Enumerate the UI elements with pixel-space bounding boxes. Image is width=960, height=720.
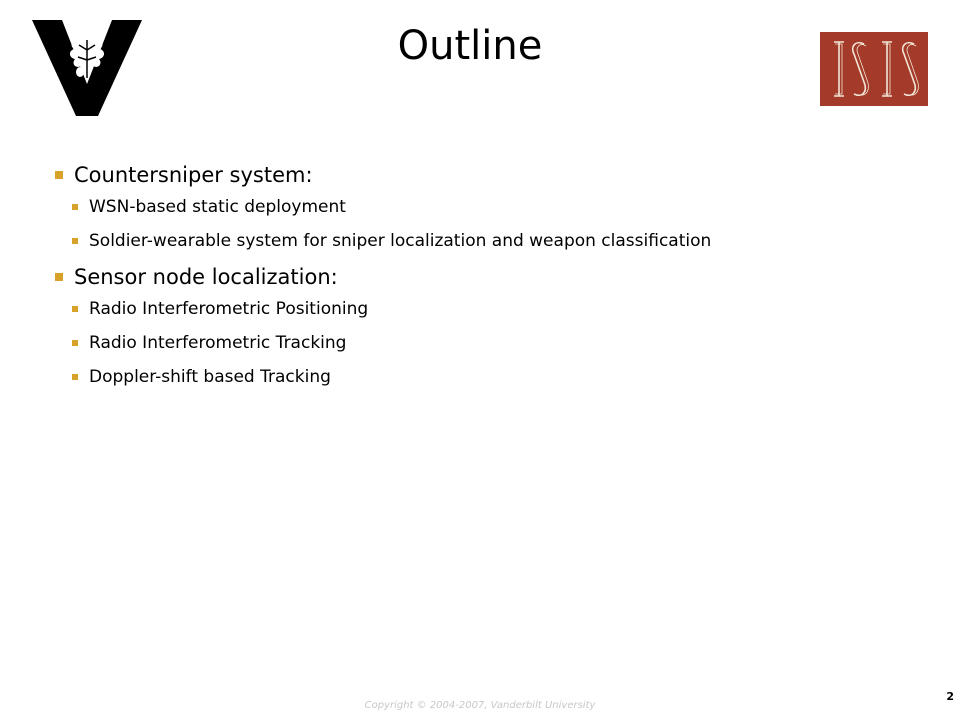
bullet-text: Countersniper system: <box>74 163 313 187</box>
sub-bullet-rip <box>54 298 934 321</box>
bullet-countersniper-system <box>54 160 934 190</box>
page-number: 2 <box>946 690 954 703</box>
sub-bullet-square-icon <box>72 238 78 244</box>
sub-bullet-square-icon <box>72 306 78 312</box>
sub-bullet-wsn-static <box>54 196 934 219</box>
sub-bullet-square-icon <box>72 340 78 346</box>
sub-bullet-square-icon <box>72 374 78 380</box>
sub-bullet-text: Radio Interferometric Positioning <box>89 299 369 319</box>
copyright-footer: Copyright © 2004-2007, Vanderbilt University <box>364 700 596 711</box>
slide-title: Outline <box>397 23 543 69</box>
sub-bullet-text: Radio Interferometric Tracking <box>89 333 347 353</box>
sub-bullet-text: WSN-based static deployment <box>89 197 346 217</box>
slide-body <box>54 160 934 389</box>
bullet-sensor-node-localization <box>54 262 934 292</box>
vanderbilt-v-logo-icon <box>32 20 142 116</box>
sub-bullet-soldier-wearable <box>54 230 934 253</box>
bullet-text: Sensor node localization: <box>74 265 338 289</box>
isis-logo-icon <box>820 32 928 106</box>
sub-bullet-square-icon <box>72 204 78 210</box>
bullet-square-icon <box>55 171 63 179</box>
sub-bullet-rit <box>54 332 934 355</box>
sub-bullet-text: Doppler-shift based Tracking <box>89 367 331 387</box>
sub-bullet-text: Soldier-wearable system for sniper localization and weapon classification <box>89 231 712 251</box>
bullet-square-icon <box>55 273 63 281</box>
sub-bullet-doppler <box>54 366 934 389</box>
